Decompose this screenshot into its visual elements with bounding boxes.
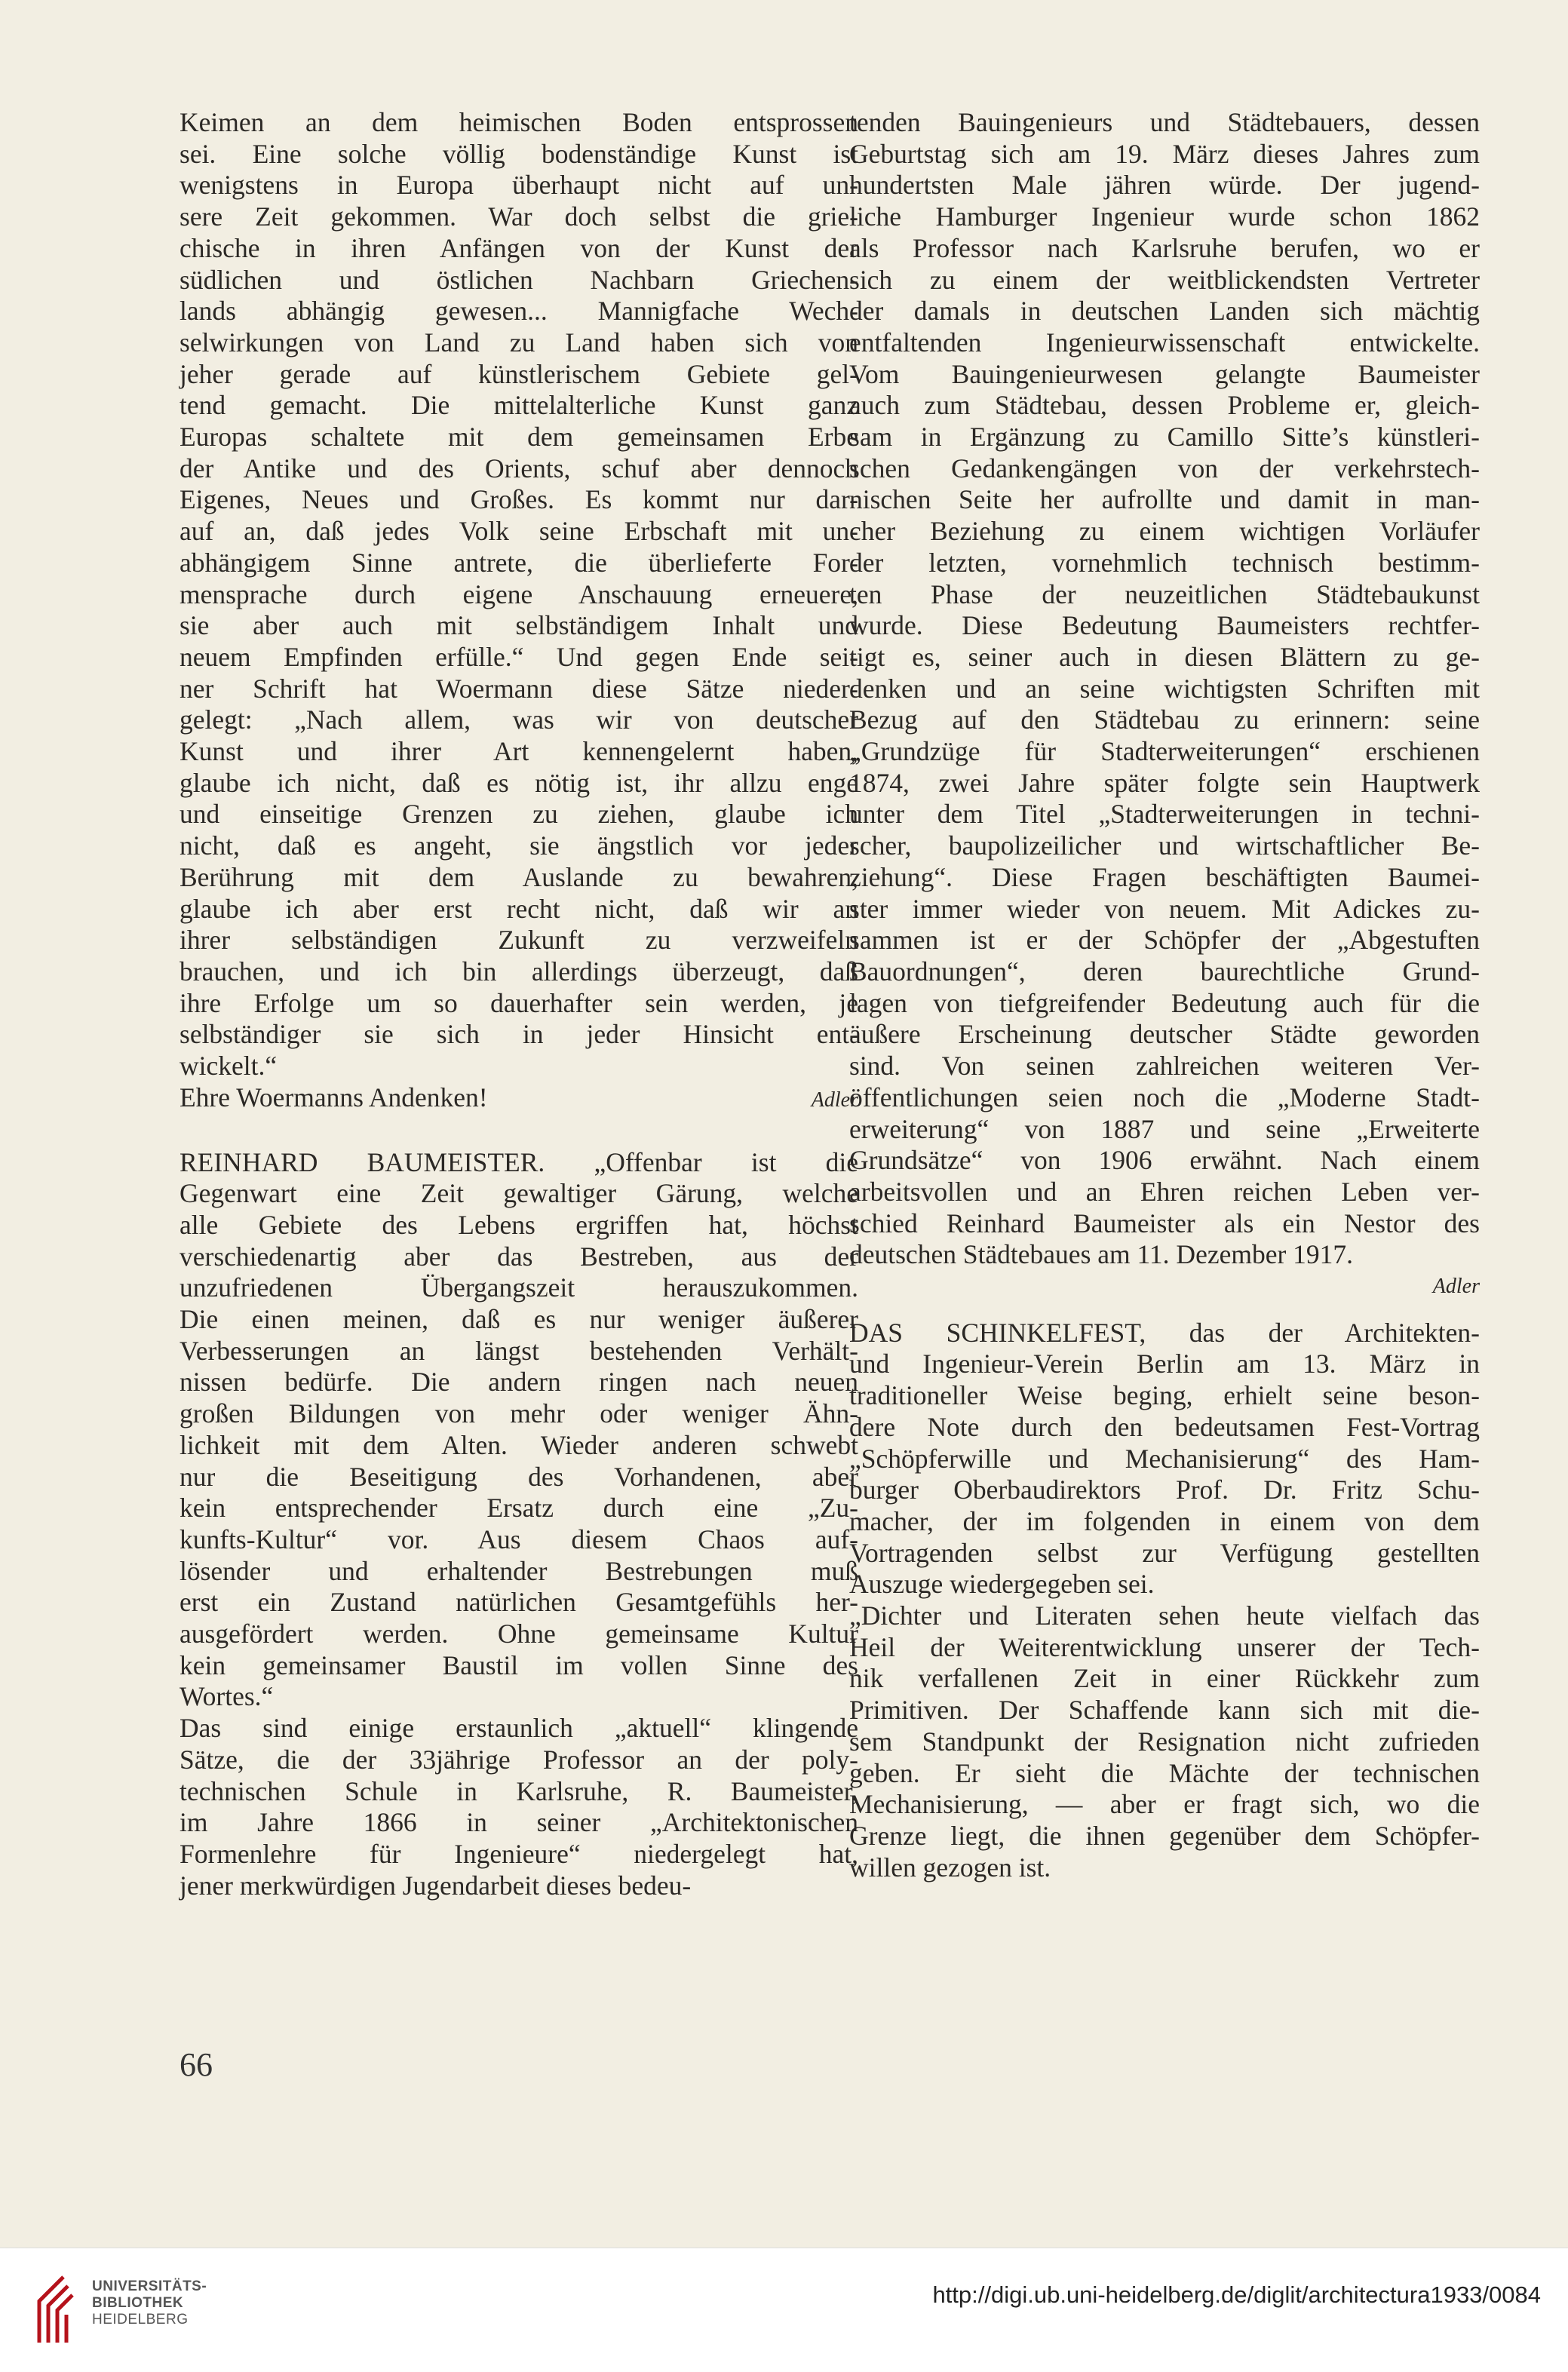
text-line: jeher gerade auf künstlerischem Gebiete gel-: [180, 358, 858, 389]
text-line: Primitiven. Der Schaffende kann sich mit die-: [849, 1695, 1480, 1726]
text-line: sich zu einem der weitblickendsten Vertreter: [849, 264, 1480, 295]
text-line: schen Gedankengängen von der verkehrstech-: [849, 453, 1480, 483]
author-signature: Adler: [811, 1088, 858, 1112]
text-line: cher Beziehung zu einem wichtigen Vorläufer: [849, 516, 1480, 547]
text-line: scher, baupolizeilicher und wirtschaftlicher Be-: [849, 830, 1480, 861]
text-line: verschiedenartig aber das Bestreben, aus der: [180, 1241, 858, 1272]
library-name-line: BIBLIOTHEK: [92, 2295, 184, 2311]
text-line: der Antike und des Orients, schuf aber dennoch: [180, 453, 858, 483]
text-line: Formenlehre für Ingenieure“ niedergelegt hat,: [180, 1838, 858, 1869]
text-line: denken und an seine wichtigsten Schriften mit: [849, 673, 1480, 704]
text-line: Mechanisierung, — aber er fragt sich, wo die: [849, 1789, 1480, 1820]
permalink-url[interactable]: http://digi.ub.uni-heidelberg.de/diglit/architectura1933/0084: [932, 2281, 1541, 2308]
text-line: Berührung mit dem Auslande zu bewahren,: [180, 861, 858, 892]
text-line: Grenze liegt, die ihnen gegenüber dem Schöpfer-: [849, 1820, 1480, 1851]
text-line: Bezug auf den Städtebau zu erinnern: seine: [849, 704, 1480, 735]
text-line: Europas schaltete mit dem gemeinsamen Erbe: [180, 422, 858, 453]
text-line: entfaltenden Ingenieurwissenschaft entwickelte.: [849, 327, 1480, 357]
text-line: selwirkungen von Land zu Land haben sich von: [180, 327, 858, 357]
text-line: mensprache durch eigene Anschauung erneuere,: [180, 578, 858, 609]
text-line: sammen ist er der Schöpfer der „Abgestuften: [849, 925, 1480, 956]
text-line: lands abhängig gewesen... Mannigfache Wech-: [180, 296, 858, 327]
text-line: sind. Von seinen zahlreichen weiteren Ver-: [849, 1051, 1480, 1082]
text-line: ten Phase der neuzeitlichen Städtebaukunst: [849, 578, 1480, 609]
text-line: abhängigem Sinne antrete, die überlieferte For-: [180, 547, 858, 578]
text-line: dere Note durch den bedeutsamen Fest-Vortrag: [849, 1411, 1480, 1442]
text-line: Auszuge wiedergegeben sei.: [849, 1569, 1155, 1600]
text-line: Bauordnungen“, deren baurechtliche Grund-: [849, 956, 1480, 987]
text-line: burger Oberbaudirektors Prof. Dr. Fritz Schu-: [849, 1474, 1480, 1505]
text-line: selbständiger sie sich in jeder Hinsicht ent-: [180, 1019, 858, 1050]
text-line: ster immer wieder von neuem. Mit Adickes zu-: [849, 893, 1480, 924]
text-line: nischen Seite her aufrollte und damit in man-: [849, 484, 1480, 515]
text-line: technischen Schule in Karlsruhe, R. Baumeister,: [180, 1775, 858, 1806]
left-block-woermann: [180, 107, 858, 1082]
text-line: nur die Beseitigung des Vorhandenen, aber: [180, 1461, 858, 1492]
text-line: Grundsätze“ von 1906 erwähnt. Nach einem: [849, 1145, 1480, 1176]
text-line: lagen von tiefgreifender Bedeutung auch für die: [849, 987, 1480, 1018]
text-line: „Dichter und Literaten sehen heute vielfach das: [849, 1600, 1480, 1631]
text-line: der damals in deutschen Landen sich mächtig: [849, 296, 1480, 327]
text-line: erst ein Zustand natürlichen Gesamtgefühls her-: [180, 1587, 858, 1618]
text-line: geben. Er sieht die Mächte der technischen: [849, 1757, 1480, 1788]
text-line: Sätze, die der 33jährige Professor an der poly-: [180, 1744, 858, 1775]
text-line: „Schöpferwille und Mechanisierung“ des Ham-: [849, 1443, 1480, 1474]
text-line: tenden Bauingenieurs und Städtebauers, dessen: [849, 107, 1480, 137]
library-name-line: HEIDELBERG: [92, 2312, 189, 2328]
text-line: Eigenes, Neues und Großes. Es kommt nur dar-: [180, 484, 858, 515]
text-line: ziehung“. Diese Fragen beschäftigten Baumei-: [849, 861, 1480, 892]
section-gap: [180, 1116, 858, 1147]
university-library-logo-icon: [33, 2271, 86, 2346]
library-name: [92, 2278, 207, 2328]
text-line: auch zum Städtebau, dessen Probleme er, gleich-: [849, 390, 1480, 421]
text-line: ner Schrift hat Woermann diese Sätze nieder-: [180, 673, 858, 704]
text-line: wenigstens in Europa überhaupt nicht auf un-: [180, 170, 858, 201]
page-number: 66: [180, 2046, 213, 2083]
right-column: [849, 107, 1480, 1883]
text-line: ihre Erfolge um so dauerhafter sein werden, je: [180, 987, 858, 1018]
library-name-line: UNIVERSITÄTS-: [92, 2278, 207, 2294]
closing-sentence: Ehre Woermanns Andenken!: [180, 1082, 488, 1112]
text-line: jener merkwürdigen Jugendarbeit dieses bedeu-: [180, 1870, 692, 1901]
left-block-closing-line: [180, 1082, 858, 1116]
text-line: Gegenwart eine Zeit gewaltiger Gärung, welche: [180, 1178, 858, 1209]
viewer-footer: [0, 2248, 1568, 2372]
text-line: als Professor nach Karlsruhe berufen, wo er: [849, 232, 1480, 263]
right-block-baumeister: [849, 107, 1480, 1271]
text-line: „Grundzüge für Stadterweiterungen“ erschienen: [849, 736, 1480, 767]
text-line: und Ingenieur-Verein Berlin am 13. März in: [849, 1349, 1480, 1379]
text-line: ausgefördert werden. Ohne gemeinsame Kultur: [180, 1619, 858, 1649]
text-line: nicht, daß es angeht, sie ängstlich vor jeder: [180, 830, 858, 861]
text-line: schied Reinhard Baumeister als ein Nestor des: [849, 1207, 1480, 1238]
text-line: äußere Erscheinung deutscher Städte geworden: [849, 1019, 1480, 1050]
text-line: unter dem Titel „Stadterweiterungen in techni-: [849, 799, 1480, 830]
text-line: unzufriedenen Übergangszeit herauszukommen.: [180, 1272, 858, 1303]
text-line: nissen bedürfe. Die andern ringen nach neuen: [180, 1367, 858, 1398]
text-line: Vom Bauingenieurwesen gelangte Baumeister: [849, 358, 1480, 389]
left-column: [180, 107, 858, 1901]
text-line: chische in ihren Anfängen von der Kunst der: [180, 232, 858, 263]
text-line: Heil der Weiterentwicklung unserer der Tech-: [849, 1631, 1480, 1662]
text-line: kunfts-Kultur“ vor. Aus diesem Chaos auf-: [180, 1524, 858, 1554]
text-line: großen Bildungen von mehr oder weniger Ähn-: [180, 1398, 858, 1429]
text-line: tigt es, seiner auch in diesen Blättern zu ge-: [849, 641, 1480, 672]
text-line: sam in Ergänzung zu Camillo Sitte’s künstleri-: [849, 422, 1480, 453]
text-line: Verbesserungen an längst bestehenden Verhält-: [180, 1335, 858, 1366]
text-line: Vortragenden selbst zur Verfügung gestellten: [849, 1537, 1480, 1568]
text-line: Die einen meinen, daß es nur weniger äußerer: [180, 1304, 858, 1335]
text-line: sie aber auch mit selbständigem Inhalt und: [180, 610, 858, 641]
text-line: Das sind einige erstaunlich „aktuell“ klingende: [180, 1713, 858, 1744]
text-line: Kunst und ihrer Art kennengelernt haben,: [180, 736, 858, 767]
text-line: der letzten, vornehmlich technisch bestimm-: [849, 547, 1480, 578]
text-line: sei. Eine solche völlig bodenständige Kunst ist: [180, 138, 858, 169]
text-line: neuem Empfinden erfülle.“ Und gegen Ende sei-: [180, 641, 858, 672]
section-gap: [849, 1303, 1480, 1318]
text-line: öffentlichungen seien noch die „Moderne Stadt-: [849, 1082, 1480, 1112]
text-line: macher, der im folgenden in einem von dem: [849, 1505, 1480, 1536]
text-line: sere Zeit gekommen. War doch selbst die grie-: [180, 201, 858, 232]
text-line: wickelt.“: [180, 1051, 278, 1082]
left-block-baumeister: [180, 1147, 858, 1902]
text-line: kein gemeinsamer Baustil im vollen Sinne des: [180, 1649, 858, 1680]
text-line: hundertsten Male jähren würde. Der jugend-: [849, 170, 1480, 201]
right-block-schinkelfest: [849, 1318, 1480, 1884]
text-line: Wortes.“: [180, 1681, 274, 1712]
text-line: lichkeit mit dem Alten. Wieder anderen schwebt: [180, 1429, 858, 1460]
text-line: auf an, daß jedes Volk seine Erbschaft mit un-: [180, 516, 858, 547]
text-line: und einseitige Grenzen zu ziehen, glaube ich: [180, 799, 858, 830]
text-line: liche Hamburger Ingenieur wurde schon 1862: [849, 201, 1480, 232]
text-line: südlichen und östlichen Nachbarn Griechen-: [180, 264, 858, 295]
author-signature: Adler: [1432, 1275, 1480, 1299]
text-line: arbeitsvollen und an Ehren reichen Leben ver-: [849, 1176, 1480, 1207]
text-line: sem Standpunkt der Resignation nicht zufrieden: [849, 1726, 1480, 1757]
text-line: tend gemacht. Die mittelalterliche Kunst ganz: [180, 390, 858, 421]
text-line: glaube ich nicht, daß es nötig ist, ihr allzu enge: [180, 767, 858, 798]
text-line: DAS SCHINKELFEST, das der Architekten-: [849, 1317, 1480, 1348]
text-line: kein entsprechender Ersatz durch eine „Zu-: [180, 1493, 858, 1524]
text-line: Geburtstag sich am 19. März dieses Jahres zum: [849, 138, 1480, 169]
text-line: lösender und erhaltender Bestrebungen muß: [180, 1555, 858, 1586]
text-line: wurde. Diese Bedeutung Baumeisters rechtfer-: [849, 610, 1480, 641]
text-line: gelegt: „Nach allem, was wir von deutscher: [180, 704, 858, 735]
text-line: willen gezogen ist.: [849, 1852, 1051, 1883]
text-line: deutschen Städtebaues am 11. Dezember 1917.: [849, 1239, 1354, 1270]
text-line: alle Gebiete des Lebens ergriffen hat, höchst: [180, 1209, 858, 1240]
text-line: Keimen an dem heimischen Boden entsprossen: [180, 107, 858, 137]
text-line: erweiterung“ von 1887 und seine „Erweiterte: [849, 1113, 1480, 1144]
text-line: ihrer selbständigen Zukunft zu verzweifeln: [180, 925, 858, 956]
text-line: brauchen, und ich bin allerdings überzeugt, daß: [180, 956, 858, 987]
text-line: 1874, zwei Jahre später folgte sein Hauptwerk: [849, 767, 1480, 798]
text-line: glaube ich aber erst recht nicht, daß wir an: [180, 893, 858, 924]
text-line: nik verfallenen Zeit in einer Rückkehr zum: [849, 1663, 1480, 1694]
text-line: im Jahre 1866 in seiner „Architektonischen: [180, 1807, 858, 1838]
text-line: REINHARD BAUMEISTER. „Offenbar ist die: [180, 1146, 858, 1177]
text-line: traditioneller Weise beging, erhielt seine beson-: [849, 1380, 1480, 1411]
